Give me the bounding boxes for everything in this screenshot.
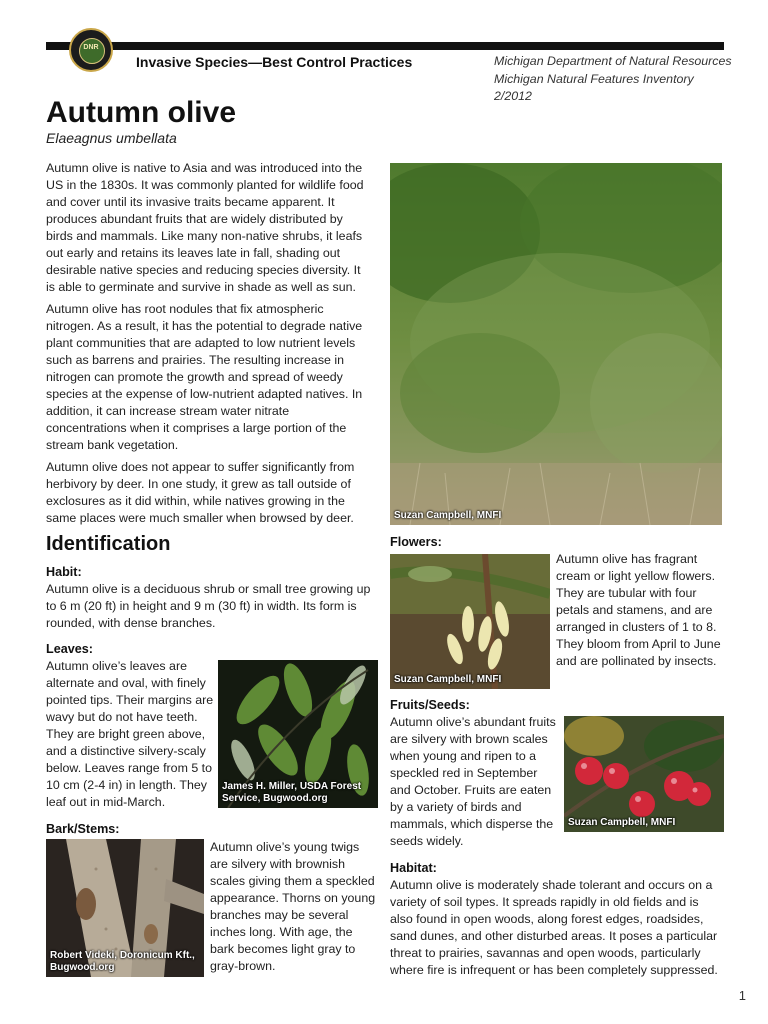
dnr-logo xyxy=(69,28,113,72)
intro-text xyxy=(46,160,368,527)
photo-credit xyxy=(50,950,195,974)
logo-emblem xyxy=(79,38,105,64)
habitat-text: Autumn olive is moderately shade tolerant and occurs on a variety of soil types. It spreads rapidly in old fields and is also found in open woods, along forest edges, roadsides, sand dunes, and other disturbed areas. It poses a particular threat to prairies, savannas and open woods, particularly where fire is infrequent or has been completely suppressed. xyxy=(390,878,718,977)
intro-paragraph: Autumn olive has root nodules that fix atmospheric nitrogen. As a result, it has the potential to degrade native plant communities that are adapted to low nutrient levels such as barrens and prairies. The resulting increase in nitrogen can promote the growth and spread of weedy species at the expense of low-nutrient adapted natives. In addition, it can increase stream water nitrate concentrations when it comprises a large portion of the stream bank vegetation. xyxy=(46,302,363,452)
credit-line: Service, Bugwood.org xyxy=(222,793,328,804)
flowers-label: Flowers: xyxy=(390,535,442,549)
credit-line: Bugwood.org xyxy=(50,962,115,973)
logo-text: DNR xyxy=(83,44,99,51)
intro-paragraph: Autumn olive is native to Asia and was introduced into the US in the 1830s. It was commonly planted for wildlife food and cover until its invasive traits became apparent. It produces abundant fruits that are widely distributed by birds and mammals. Like many non-native shrubs, it leafs out early and retains its leaves late in fall, shading out desirable native species and reducing species diversity. It is able to germinate and survive in shade as well as sun. xyxy=(46,161,364,294)
header-rule xyxy=(46,42,724,50)
scientific-name: Elaeagnus umbellata xyxy=(46,130,177,146)
fruits-image xyxy=(564,716,724,832)
bark-text: Autumn olive’s young twigs are silvery with brownish scales giving them a speckled appearance. Thorns on young branches may be several inches long. With age, the bark becomes light gray to gray-brown. xyxy=(210,840,376,973)
bark-label: Bark/Stems: xyxy=(46,822,120,836)
identification-heading: Identification xyxy=(46,533,171,555)
leaves-photo xyxy=(218,660,378,808)
flowers-image xyxy=(390,554,550,689)
flowers-text: Autumn olive has fragrant cream or light yellow flowers. They are tubular with four petals and stamens, and are arranged in clusters of 1 to 8. They bloom from April to June and are pollinated by insects. xyxy=(556,552,721,668)
publication-date: 2/2012 xyxy=(494,89,532,103)
habit-text: Autumn olive is a deciduous shrub or small tree growing up to 6 m (20 ft) in height and 9 m (30 ft) in width. Its form is rounded, with dense branches. xyxy=(46,582,371,630)
photo-credit: Suzan Campbell, MNFI xyxy=(394,674,502,685)
leaves-text: Autumn olive’s leaves are alternate and oval, with finely pointed tips. Their margins are wavy but do not have teeth. They are bright green above, and a distinctive silvery-scaly below. Leaves range from 5 to 10 cm (2-4 in) in length. They leaf out in mid-March. xyxy=(46,659,214,809)
credit-line: Robert Videki, Doronicum Kft., xyxy=(50,950,195,961)
series-title: Invasive Species—Best Control Practices xyxy=(136,54,413,70)
flowers-photo xyxy=(390,554,550,689)
habitat-label: Habitat: xyxy=(390,861,437,875)
bark-photo xyxy=(46,839,204,977)
fruits-text: Autumn olive’s abundant fruits are silvery with brown scales when young and ripen to a speckled red in September and October. Fruits are eaten by a variety of birds and mammals, which disperse the seeds widely. xyxy=(390,715,556,848)
fruits-photo xyxy=(564,716,724,832)
photo-credit xyxy=(222,781,361,805)
agency-block xyxy=(494,53,732,106)
page-title: Autumn olive xyxy=(46,96,237,129)
photo-credit: Suzan Campbell, MNFI xyxy=(394,510,502,521)
intro-paragraph: Autumn olive does not appear to suffer significantly from herbivory by deer. In one study, it grew as tall outside of exclosures as it did within, while natives growing in the same places were much smaller when browsed by deer. xyxy=(46,460,355,525)
agency-line: Michigan Department of Natural Resources xyxy=(494,54,732,68)
agency-line: Michigan Natural Features Inventory xyxy=(494,71,694,86)
page-number: 1 xyxy=(738,988,746,1003)
fruits-label: Fruits/Seeds: xyxy=(390,698,470,712)
photo-credit: Suzan Campbell, MNFI xyxy=(568,817,676,828)
shrub-photo xyxy=(390,163,722,525)
credit-line: James H. Miller, USDA Forest xyxy=(222,781,362,792)
habit-label: Habit: xyxy=(46,565,82,579)
leaves-label: Leaves: xyxy=(46,642,93,656)
shrub-image xyxy=(390,163,722,525)
